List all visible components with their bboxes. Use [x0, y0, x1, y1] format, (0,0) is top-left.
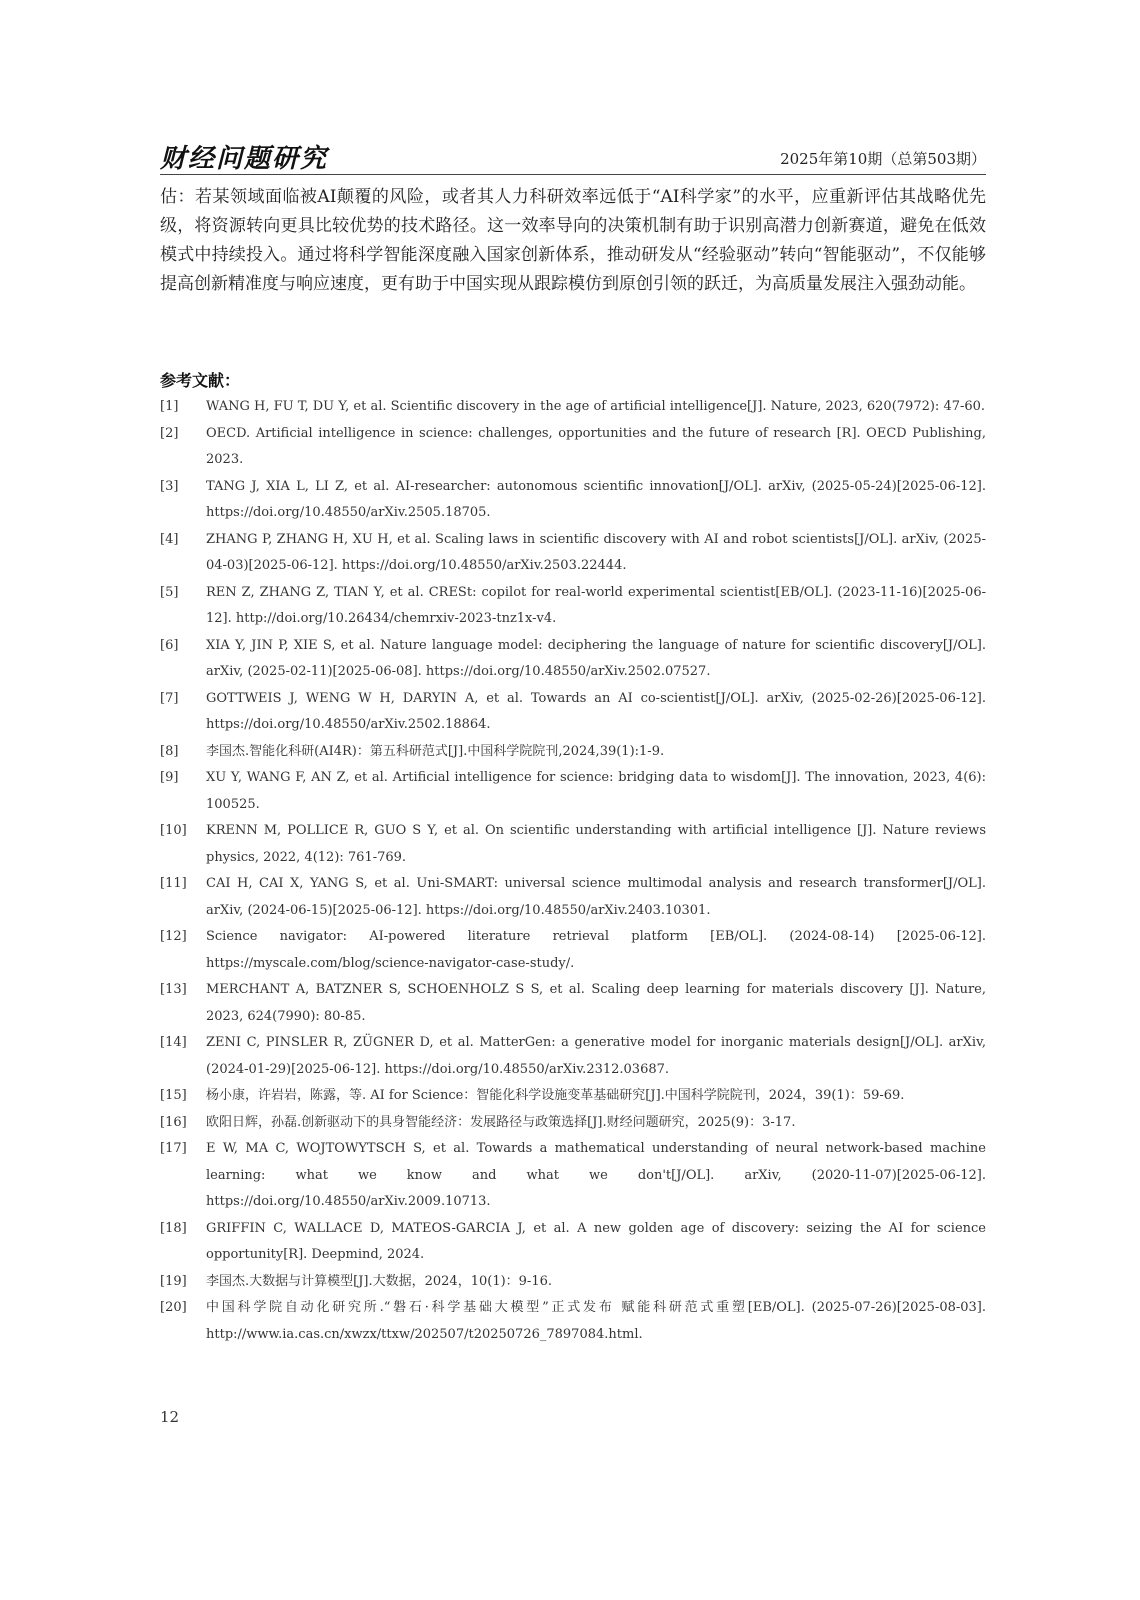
reference-text: GRIFFIN C, WALLACE D, MATEOS-GARCIA J, et al. A new golden age of discovery: seizing the AI for science opportunity[R]. Deepmind, 2024. — [206, 1220, 986, 1262]
reference-number: [7] — [160, 690, 179, 706]
reference-item — [160, 580, 986, 633]
reference-item — [160, 1110, 986, 1137]
reference-number: [15] — [160, 1088, 187, 1103]
reference-item — [160, 739, 986, 766]
reference-item — [160, 1295, 986, 1348]
reference-number: [1] — [160, 399, 179, 414]
reference-number: [13] — [160, 982, 187, 997]
reference-number: [5] — [160, 584, 179, 600]
page-header — [160, 138, 986, 175]
reference-item — [160, 1030, 986, 1083]
reference-list — [160, 394, 986, 1348]
reference-text: E W, MA C, WOJTOWYTSCH S, et al. Towards a mathematical understanding of neural network-based machine learning: what we know and what we don't[J/OL]. arXiv, (2020-11-07)[2025-06-12]. https://doi.org/10.48550/arXiv.2009.10713. — [206, 1141, 986, 1209]
reference-item — [160, 1269, 986, 1296]
reference-text: REN Z, ZHANG Z, TIAN Y, et al. CRESt: copilot for real-world experimental scientist[EB/OL]. (2023-11-16)[2025-06-12]. http://doi.org/10.26434/chemrxiv-2023-tnz1x-v4. — [206, 584, 986, 626]
reference-number: [11] — [160, 876, 187, 891]
references-heading: 参考文献： — [160, 371, 241, 390]
reference-text: ZHANG P, ZHANG H, XU H, et al. Scaling laws in scientific discovery with AI and robot scientists[J/OL]. arXiv, (2025-04-03)[2025-06-12]. https://doi.org/10.48550/arXiv.2503.22444. — [206, 531, 986, 573]
reference-text: ZENI C, PINSLER R, ZÜGNER D, et al. MatterGen: a generative model for inorganic materials design[J/OL]. arXiv, (2024-01-29)[2025-06-12]. https://doi.org/10.48550/arXiv.2312.03687. — [206, 1035, 986, 1077]
reference-text: 中国科学院自动化研究所.“磐石·科学基础大模型”正式发布 赋能科研范式重塑[EB/OL]. (2025-07-26)[2025-08-03]. http://www.ia.cas.cn/xwzx/ttxw/202507/t20250726_7897084.html. — [206, 1300, 986, 1342]
reference-item — [160, 1136, 986, 1216]
reference-item — [160, 1216, 986, 1269]
reference-item — [160, 686, 986, 739]
reference-text: KRENN M, POLLICE R, GUO S Y, et al. On scientific understanding with artificial intelligence [J]. Nature reviews physics, 2022, 4(12): 761-769. — [206, 823, 986, 865]
reference-number: [12] — [160, 929, 187, 944]
reference-number: [19] — [160, 1273, 187, 1289]
issue-info: 2025年第10期（总第503期） — [780, 150, 986, 168]
reference-number: [6] — [160, 637, 179, 653]
journal-logo: 财经问题研究 — [160, 144, 329, 174]
reference-text: 李国杰.智能化科研(AI4R)：第五科研范式[J].中国科学院院刊,2024,39(1):1-9. — [206, 743, 665, 759]
reference-number: [14] — [160, 1035, 187, 1050]
reference-text: CAI H, CAI X, YANG S, et al. Uni-SMART: universal science multimodal analysis and research transformer[J/OL]. arXiv, (2024-06-15)[2025-06-12]. https://doi.org/10.48550/arXiv.2403.10301. — [206, 876, 986, 918]
reference-item — [160, 421, 986, 474]
reference-item — [160, 871, 986, 924]
reference-text: 杨小康，许岩岩，陈露，等. AI for Science：智能化科学设施变革基础研究[J].中国科学院院刊，2024，39(1)：59-69. — [206, 1088, 905, 1103]
reference-number: [17] — [160, 1141, 187, 1156]
reference-number: [3] — [160, 478, 179, 494]
reference-text: OECD. Artificial intelligence in science: challenges, opportunities and the future of research [R]. OECD Publishing, 2023. — [206, 425, 986, 467]
reference-number: [9] — [160, 770, 179, 785]
reference-text: 欧阳日辉，孙磊.创新驱动下的具身智能经济：发展路径与政策选择[J].财经问题研究，2025(9)：3-17. — [206, 1114, 796, 1130]
reference-text: MERCHANT A, BATZNER S, SCHOENHOLZ S S, et al. Scaling deep learning for materials discovery [J]. Nature, 2023, 624(7990): 80-85. — [206, 982, 986, 1024]
reference-text: TANG J, XIA L, LI Z, et al. AI-researcher: autonomous scientific innovation[J/OL]. arXiv, (2025-05-24)[2025-06-12]. https://doi.org/10.48550/arXiv.2505.18705. — [206, 478, 986, 520]
reference-number: [10] — [160, 823, 187, 838]
reference-text: Science navigator: AI-powered literature retrieval platform [EB/OL]. (2024-08-14) [2025-06-12]. https://myscale.com/blog/science-navigator-case-study/. — [206, 929, 986, 971]
reference-number: [16] — [160, 1114, 187, 1130]
reference-item — [160, 527, 986, 580]
reference-item — [160, 818, 986, 871]
reference-item — [160, 765, 986, 818]
body-paragraph: 估：若某领域面临被AI颠覆的风险，或者其人力科研效率远低于“AI科学家”的水平，应重新评估其战略优先级，将资源转向更具比较优势的技术路径。这一效率导向的决策机制有助于识别高潜力创新赛道，避免在低效模式中持续投入。通过将科学智能深度融入国家创新体系，推动研发从“经验驱动”转向“智能驱动”，不仅能够提高创新精准度与响应速度，更有助于中国实现从跟踪模仿到原创引领的跃迁，为高质量发展注入强劲动能。 — [160, 187, 986, 294]
reference-number: [18] — [160, 1220, 187, 1236]
reference-text: WANG H, FU T, DU Y, et al. Scientific discovery in the age of artificial intelligence[J]. Nature, 2023, 620(7972): 47-60. — [206, 399, 986, 414]
reference-item — [160, 1083, 986, 1110]
page-number: 12 — [160, 1408, 180, 1426]
reference-number: [4] — [160, 531, 179, 547]
reference-item — [160, 924, 986, 977]
reference-text: GOTTWEIS J, WENG W H, DARYIN A, et al. Towards an AI co-scientist[J/OL]. arXiv, (2025-02-26)[2025-06-12]. https://doi.org/10.48550/arXiv.2502.18864. — [206, 690, 986, 732]
reference-item — [160, 394, 986, 421]
reference-text: XU Y, WANG F, AN Z, et al. Artificial intelligence for science: bridging data to wisdom[J]. The innovation, 2023, 4(6): 100525. — [206, 770, 986, 812]
reference-item — [160, 977, 986, 1030]
reference-number: [20] — [160, 1300, 187, 1315]
reference-number: [2] — [160, 425, 179, 441]
reference-text: 李国杰.大数据与计算模型[J].大数据，2024，10(1)：9-16. — [206, 1273, 552, 1289]
reference-text: XIA Y, JIN P, XIE S, et al. Nature language model: deciphering the language of nature for scientific discovery[J/OL]. arXiv, (2025-02-11)[2025-06-08]. https://doi.org/10.48550/arXiv.2502.07527. — [206, 637, 986, 679]
reference-number: [8] — [160, 743, 179, 759]
reference-item — [160, 633, 986, 686]
reference-item — [160, 474, 986, 527]
